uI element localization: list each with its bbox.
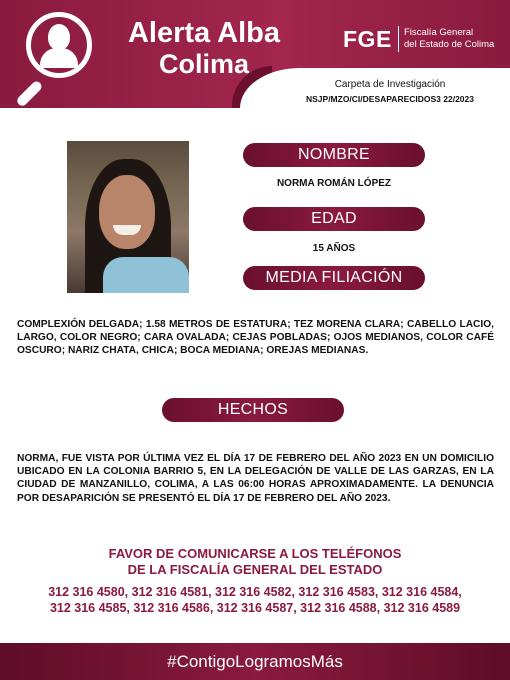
edad-heading: EDAD	[243, 207, 425, 231]
contact-title-line1: FAVOR DE COMUNICARSE A LOS TELÉFONOS	[108, 546, 402, 561]
brand-subtitle: Colima	[158, 49, 250, 79]
contact-title	[80, 546, 430, 578]
edad-value: 15 AÑOS	[312, 243, 356, 254]
nombre-heading: NOMBRE	[243, 143, 425, 167]
contact-title-line2: DE LA FISCALÍA GENERAL DEL ESTADO	[127, 562, 383, 577]
hechos-heading: HECHOS	[162, 398, 344, 422]
photo-shirt	[103, 257, 189, 293]
media-filiacion-heading: MEDIA FILIACIÓN	[243, 266, 425, 290]
missing-person-photo	[67, 141, 189, 293]
fge-name-line1: Fiscalía General	[404, 27, 474, 38]
fge-name-line2: del Estado de Colima	[404, 39, 495, 50]
photo-face	[99, 175, 155, 249]
fge-full-name	[404, 27, 494, 51]
footer-hashtag: #ContigoLogramosMás	[167, 652, 343, 671]
hechos-text: NORMA, FUE VISTA POR ÚLTIMA VEZ EL DÍA 17 DE FEBRERO DEL AÑO 2023 EN UN DOMICILIO UBICADO EN LA COLONIA BARRIO 5, EN LA DELEGACIÓN DE VALLE DE LAS GARZAS, EN LA CIUDAD DE MANZANILLO, COLIMA, A LAS 06:00 HORAS APROXIMADAMENTE. LA DENUNCIA POR DESAPARICIÓN SE PRESENTÓ EL DÍA 17 DE FEBRERO DEL AÑO 2023.	[17, 453, 494, 504]
nombre-value: NORMA ROMÁN LÓPEZ	[276, 178, 392, 189]
carpeta-label: Carpeta de Investigación	[334, 79, 446, 90]
phone-numbers: 312 316 4580, 312 316 4581, 312 316 4582, 312 316 4583, 312 316 4584, 312 316 4585, 312 316 4586, 312 316 4587, 312 316 4588, 312 316 4589	[48, 585, 462, 615]
fge-divider	[398, 26, 399, 52]
fge-logo-text: FGE	[343, 26, 392, 52]
carpeta-number: NSJP/MZO/CI/DESAPARECIDOS3 22/2023	[305, 94, 474, 104]
media-filiacion-text: COMPLEXIÓN DELGADA; 1.58 METROS DE ESTATURA; TEZ MORENA CLARA; CABELLO LACIO, LARGO, COLOR NEGRO; CARA OVALADA; CEJAS POBLADAS; OJOS MEDIANOS, COLOR CAFÉ OSCURO; NARIZ CHATA, CHICA; BOCA MEDIANA; OREJAS MEDIANAS.	[17, 319, 494, 357]
brand-title: Alerta Alba	[127, 17, 281, 49]
person-head-icon	[48, 24, 70, 50]
